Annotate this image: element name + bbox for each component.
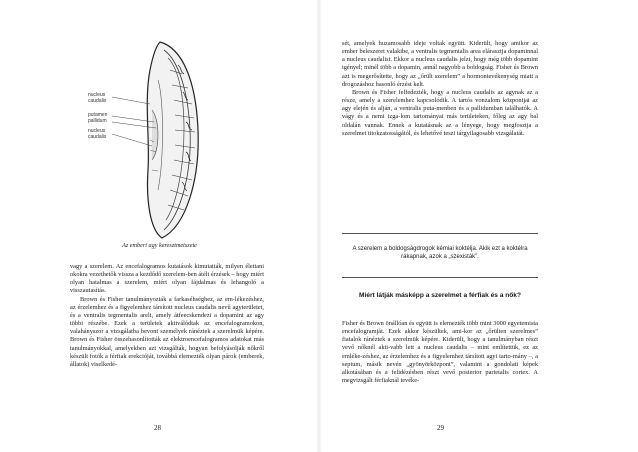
page-number: 29 [437, 424, 444, 432]
paragraph: Fisher és Brown önállóan és együtt is elemezték több mint 3000 egyetemista encefalogramját. Ezek akkor készültek, ami-kor az „őrülten szerelmes” fiatalok ránéztek a szerelmük képére. Kiderült, hogy a tanulmányban részt vevő nőknél akti-vabb lett a nucleus caudalis – mint említettük, ez az emléke-zéshez, az érzelemhez és a figyelemhez társított agyi tarto-mány –, a septum, másik nevén „gyönyörközpont”, valamint a gondolati képek alkotásában és a felidézésben részt vevő posterior parietalis cortex. A megvizsgált férfiaknál tevéke- [342, 320, 538, 385]
right-body-text-bottom [342, 320, 538, 385]
figure-label: caudalis [88, 98, 107, 104]
right-body-text-top [342, 40, 538, 138]
pull-quote: A szerelem a boldogságdrogok kémiai koktélja. Akik ezt a koktélra rákapnak, azok a „szexisták”. [352, 246, 528, 260]
quote-top-rule [342, 233, 538, 234]
paragraph: Brown és Fisher felfedezték, hogy a nucleus caudalis az agynak az a része, amely a szerelemhez kapcsolódik. A tartós vonzalom központjai az agy elején és alján, a ventralis puta-menben és a pallidumban találhatók. A vágy és a nemi izga-lom tartományai más területeken, főleg az agy bal oldalán vannak. Ennek a kutatásnak az a lényege, hogy megfosztja a szerelmet titokzatosságától, és lehetővé teszi tárgyilagosabb vizsgálatát. [342, 88, 538, 137]
figure-label: caudalis [88, 134, 107, 140]
right-page [319, 0, 638, 452]
page-number: 28 [154, 424, 161, 432]
figure-label: putamen [88, 112, 108, 118]
section-heading: Miért látják másképp a szerelmet a férfiak és a nők? [359, 292, 521, 299]
figure-label: nucleus [88, 92, 106, 98]
quote-bottom-rule [342, 277, 538, 278]
left-body-text [70, 263, 264, 369]
figure-label: nucleus [88, 128, 106, 134]
figure-label: pallidum [88, 118, 107, 124]
paragraph: Brown és Fisher tanulmányozták a farkaséhséghez, az em-lékezéshez, az érzelemhez és a figyelemhez társított nucleus caudalis nevű agyterületet, és a ventralis tegmentalis arelt, amely átfeecskendezi a dopamint az agy többi részébe. Ezek a területek aktiválódtak az encefalogramokon, valahányszor a vizsgálatba bevont személyek ránéztek a szerelmük képére. Brown és Fisher összehasonlították az elektroencefalogramos adatokat más tanulmányokkal, amelyekben azt vizsgálták, hogyan befolyásolják nőkről készült fotók a férfiak erekcióját, továbbá elemezték olyan párok (emberek, állatok) viselkedé- [70, 295, 264, 368]
figure-caption: Az emberi agy keresztmetszete [122, 242, 197, 249]
paragraph: sét, amelyek huzamosabb ideje voltak együtt. Kiderült, hogy amikor az ember beleszeret valakibe, a ventralis tegmentalis area elárasztja dopaminnal a nucleus caudalist. Ekkor a nucleus caudalis jelzi, hogy még több dopamint igényel; minél több a dopamin, annál nagyobb a boldogság. Fisher és Brown azt is megerősítette, hogy az „őrült szerelem” a hormontevékenység miatt a drogozáshoz hasonló érzést kelt. [342, 40, 538, 88]
paragraph: vagy a szerelem. Az encefalogramos kutatások kimutatták, milyen élettani okokra vezethetők vissza a kezdődő szerelem-ben átélt érzések – hogy miért olyan hatalmas a szerelem, miért olyan fájdalmas és lehangoló a visszautasítás. [70, 263, 264, 295]
